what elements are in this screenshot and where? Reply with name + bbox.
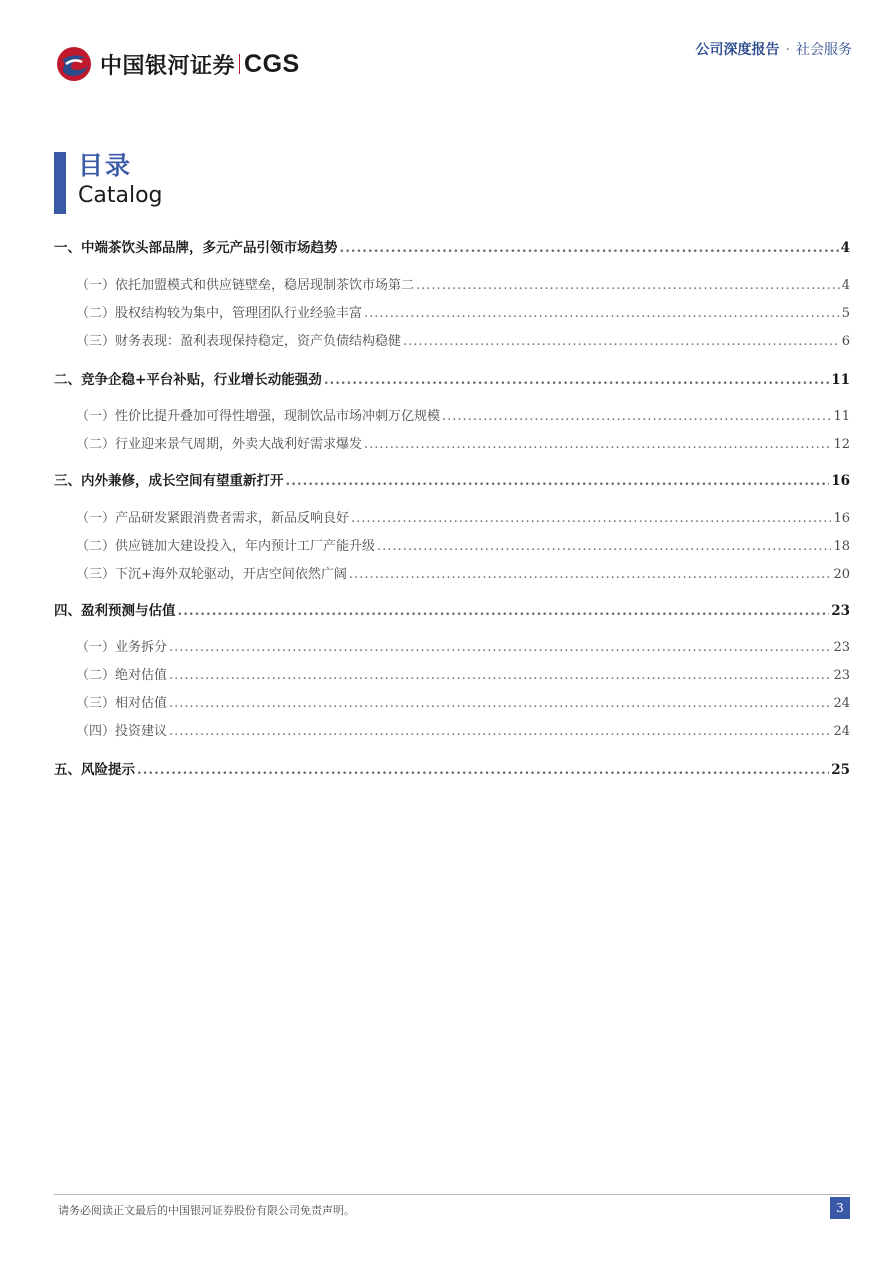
- toc-entry-title: 绝对估值: [115, 668, 168, 683]
- toc-entry-page: 23: [833, 640, 850, 655]
- toc-entry-title: 盈利预测与估值: [81, 603, 176, 619]
- toc-entry-title: 行业迎来景气周期，外卖大战利好需求爆发: [115, 437, 363, 452]
- toc-leader-dots: [364, 437, 831, 452]
- toc-entry[interactable]: [54, 563, 850, 582]
- toc-entry-page: 23: [831, 603, 850, 619]
- toc-entry-title: 中端茶饮头部品牌，多元产品引领市场趋势: [81, 240, 338, 256]
- toc-leader-dots: [137, 762, 829, 778]
- toc-entry-title: 股权结构较为集中，管理团队行业经验丰富: [115, 306, 363, 321]
- toc-entry-number: （一）: [76, 511, 116, 526]
- toc-entry[interactable]: [54, 330, 850, 349]
- toc-entry-number: （二）: [76, 539, 116, 554]
- toc-leader-dots: [340, 240, 839, 256]
- toc-entry-page: 24: [833, 724, 850, 739]
- toc-entry[interactable]: [54, 636, 850, 655]
- toc-entry[interactable]: [54, 507, 850, 526]
- toc-entry[interactable]: [54, 405, 850, 424]
- toc-entry-page: 16: [831, 473, 850, 489]
- page-title-en: Catalog: [78, 183, 163, 208]
- toc-entry-number: （三）: [76, 334, 116, 349]
- report-type: 公司深度报告: [695, 42, 780, 58]
- toc-entry[interactable]: [54, 274, 850, 293]
- toc-entry-page: 11: [833, 409, 850, 424]
- toc-entry-page: 18: [833, 539, 850, 554]
- toc-entry-page: 4: [840, 240, 850, 256]
- footer-disclaimer: 请务必阅读正文最后的中国银河证券股份有限公司免责声明。: [58, 1204, 355, 1217]
- toc-entry[interactable]: [54, 692, 850, 711]
- toc-leader-dots: [442, 409, 831, 424]
- logo-text-en: CGS: [244, 49, 300, 78]
- toc-leader-dots: [416, 278, 840, 293]
- toc-entry-title: 下沉+海外双轮驱动，开店空间依然广阔: [115, 567, 347, 582]
- page-number: 3: [830, 1197, 850, 1219]
- toc-entry-page: 24: [833, 696, 850, 711]
- toc-entry-number: 三、: [54, 473, 81, 489]
- toc-entry-title: 供应链加大建设投入，年内预计工厂产能升级: [115, 539, 376, 554]
- toc-entry-page: 23: [833, 668, 850, 683]
- toc-entry-page: 20: [833, 567, 850, 582]
- toc-entry-page: 6: [841, 334, 850, 349]
- footer-divider: [54, 1194, 850, 1195]
- toc-entry-title: 内外兼修，成长空间有望重新打开: [81, 473, 284, 489]
- toc-entry-number: 一、: [54, 240, 81, 256]
- toc-entry-page: 11: [831, 372, 850, 388]
- toc-entry-number: （一）: [76, 278, 116, 293]
- toc-entry-title: 产品研发紧跟消费者需求，新品反响良好: [115, 511, 350, 526]
- toc-entry-page: 16: [833, 511, 850, 526]
- toc-entry-number: （二）: [76, 437, 116, 452]
- toc-entry[interactable]: [54, 758, 850, 778]
- toc-entry-title: 业务拆分: [115, 640, 168, 655]
- toc-entry[interactable]: [54, 720, 850, 739]
- logo-divider: [239, 54, 240, 74]
- toc-leader-dots: [351, 511, 831, 526]
- toc-leader-dots: [169, 696, 831, 711]
- toc-entry-number: 五、: [54, 762, 81, 778]
- toc-leader-dots: [169, 640, 831, 655]
- toc-entry[interactable]: [54, 599, 850, 619]
- toc-entry[interactable]: [54, 433, 850, 452]
- toc-entry[interactable]: [54, 664, 850, 683]
- toc-leader-dots: [286, 473, 830, 489]
- toc-entry-number: 四、: [54, 603, 81, 619]
- toc-entry-page: 4: [841, 278, 850, 293]
- toc-entry[interactable]: [54, 368, 850, 388]
- toc-entry-number: （二）: [76, 668, 116, 683]
- toc-entry-number: （四）: [76, 724, 116, 739]
- toc-entry-number: （一）: [76, 409, 116, 424]
- cgs-logo-icon: [54, 44, 94, 84]
- toc-entry[interactable]: [54, 236, 850, 256]
- toc-entry-number: （二）: [76, 306, 116, 321]
- toc-leader-dots: [364, 306, 840, 321]
- toc-entry[interactable]: [54, 535, 850, 554]
- toc-entry-title: 财务表现：盈利表现保持稳定，资产负债结构稳健: [115, 334, 402, 349]
- toc-entry-page: 12: [833, 437, 850, 452]
- toc-entry-title: 性价比提升叠加可得性增强，现制饮品市场冲刺万亿规模: [115, 409, 441, 424]
- toc-leader-dots: [169, 724, 831, 739]
- toc-leader-dots: [349, 567, 832, 582]
- toc-leader-dots: [377, 539, 831, 554]
- toc-entry-number: 二、: [54, 372, 81, 388]
- title-accent-bar: [54, 152, 66, 214]
- report-sector: 社会服务: [796, 42, 852, 58]
- toc-entry-title: 竞争企稳+平台补贴，行业增长动能强劲: [81, 372, 322, 388]
- toc-leader-dots: [178, 603, 830, 619]
- toc-entry-page: 5: [841, 306, 850, 321]
- company-logo: [54, 44, 300, 84]
- toc-entry-title: 依托加盟模式和供应链壁垒，稳居现制茶饮市场第二: [115, 278, 415, 293]
- toc-entry-title: 投资建议: [115, 724, 168, 739]
- toc-entry-number: （一）: [76, 640, 116, 655]
- toc-leader-dots: [169, 668, 831, 683]
- toc-entry-page: 25: [831, 762, 850, 778]
- toc-entry-title: 风险提示: [81, 762, 135, 778]
- toc-entry[interactable]: [54, 302, 850, 321]
- logo-text-cn: 中国银河证券: [100, 53, 236, 79]
- page-title-cn: 目录: [78, 151, 133, 180]
- toc-entry-title: 相对估值: [115, 696, 168, 711]
- toc-entry-number: （三）: [76, 696, 116, 711]
- report-category: [696, 39, 852, 59]
- header-separator: ·: [785, 42, 790, 58]
- toc-leader-dots: [324, 372, 829, 388]
- toc-entry-number: （三）: [76, 567, 116, 582]
- toc-entry[interactable]: [54, 469, 850, 489]
- toc-leader-dots: [403, 334, 840, 349]
